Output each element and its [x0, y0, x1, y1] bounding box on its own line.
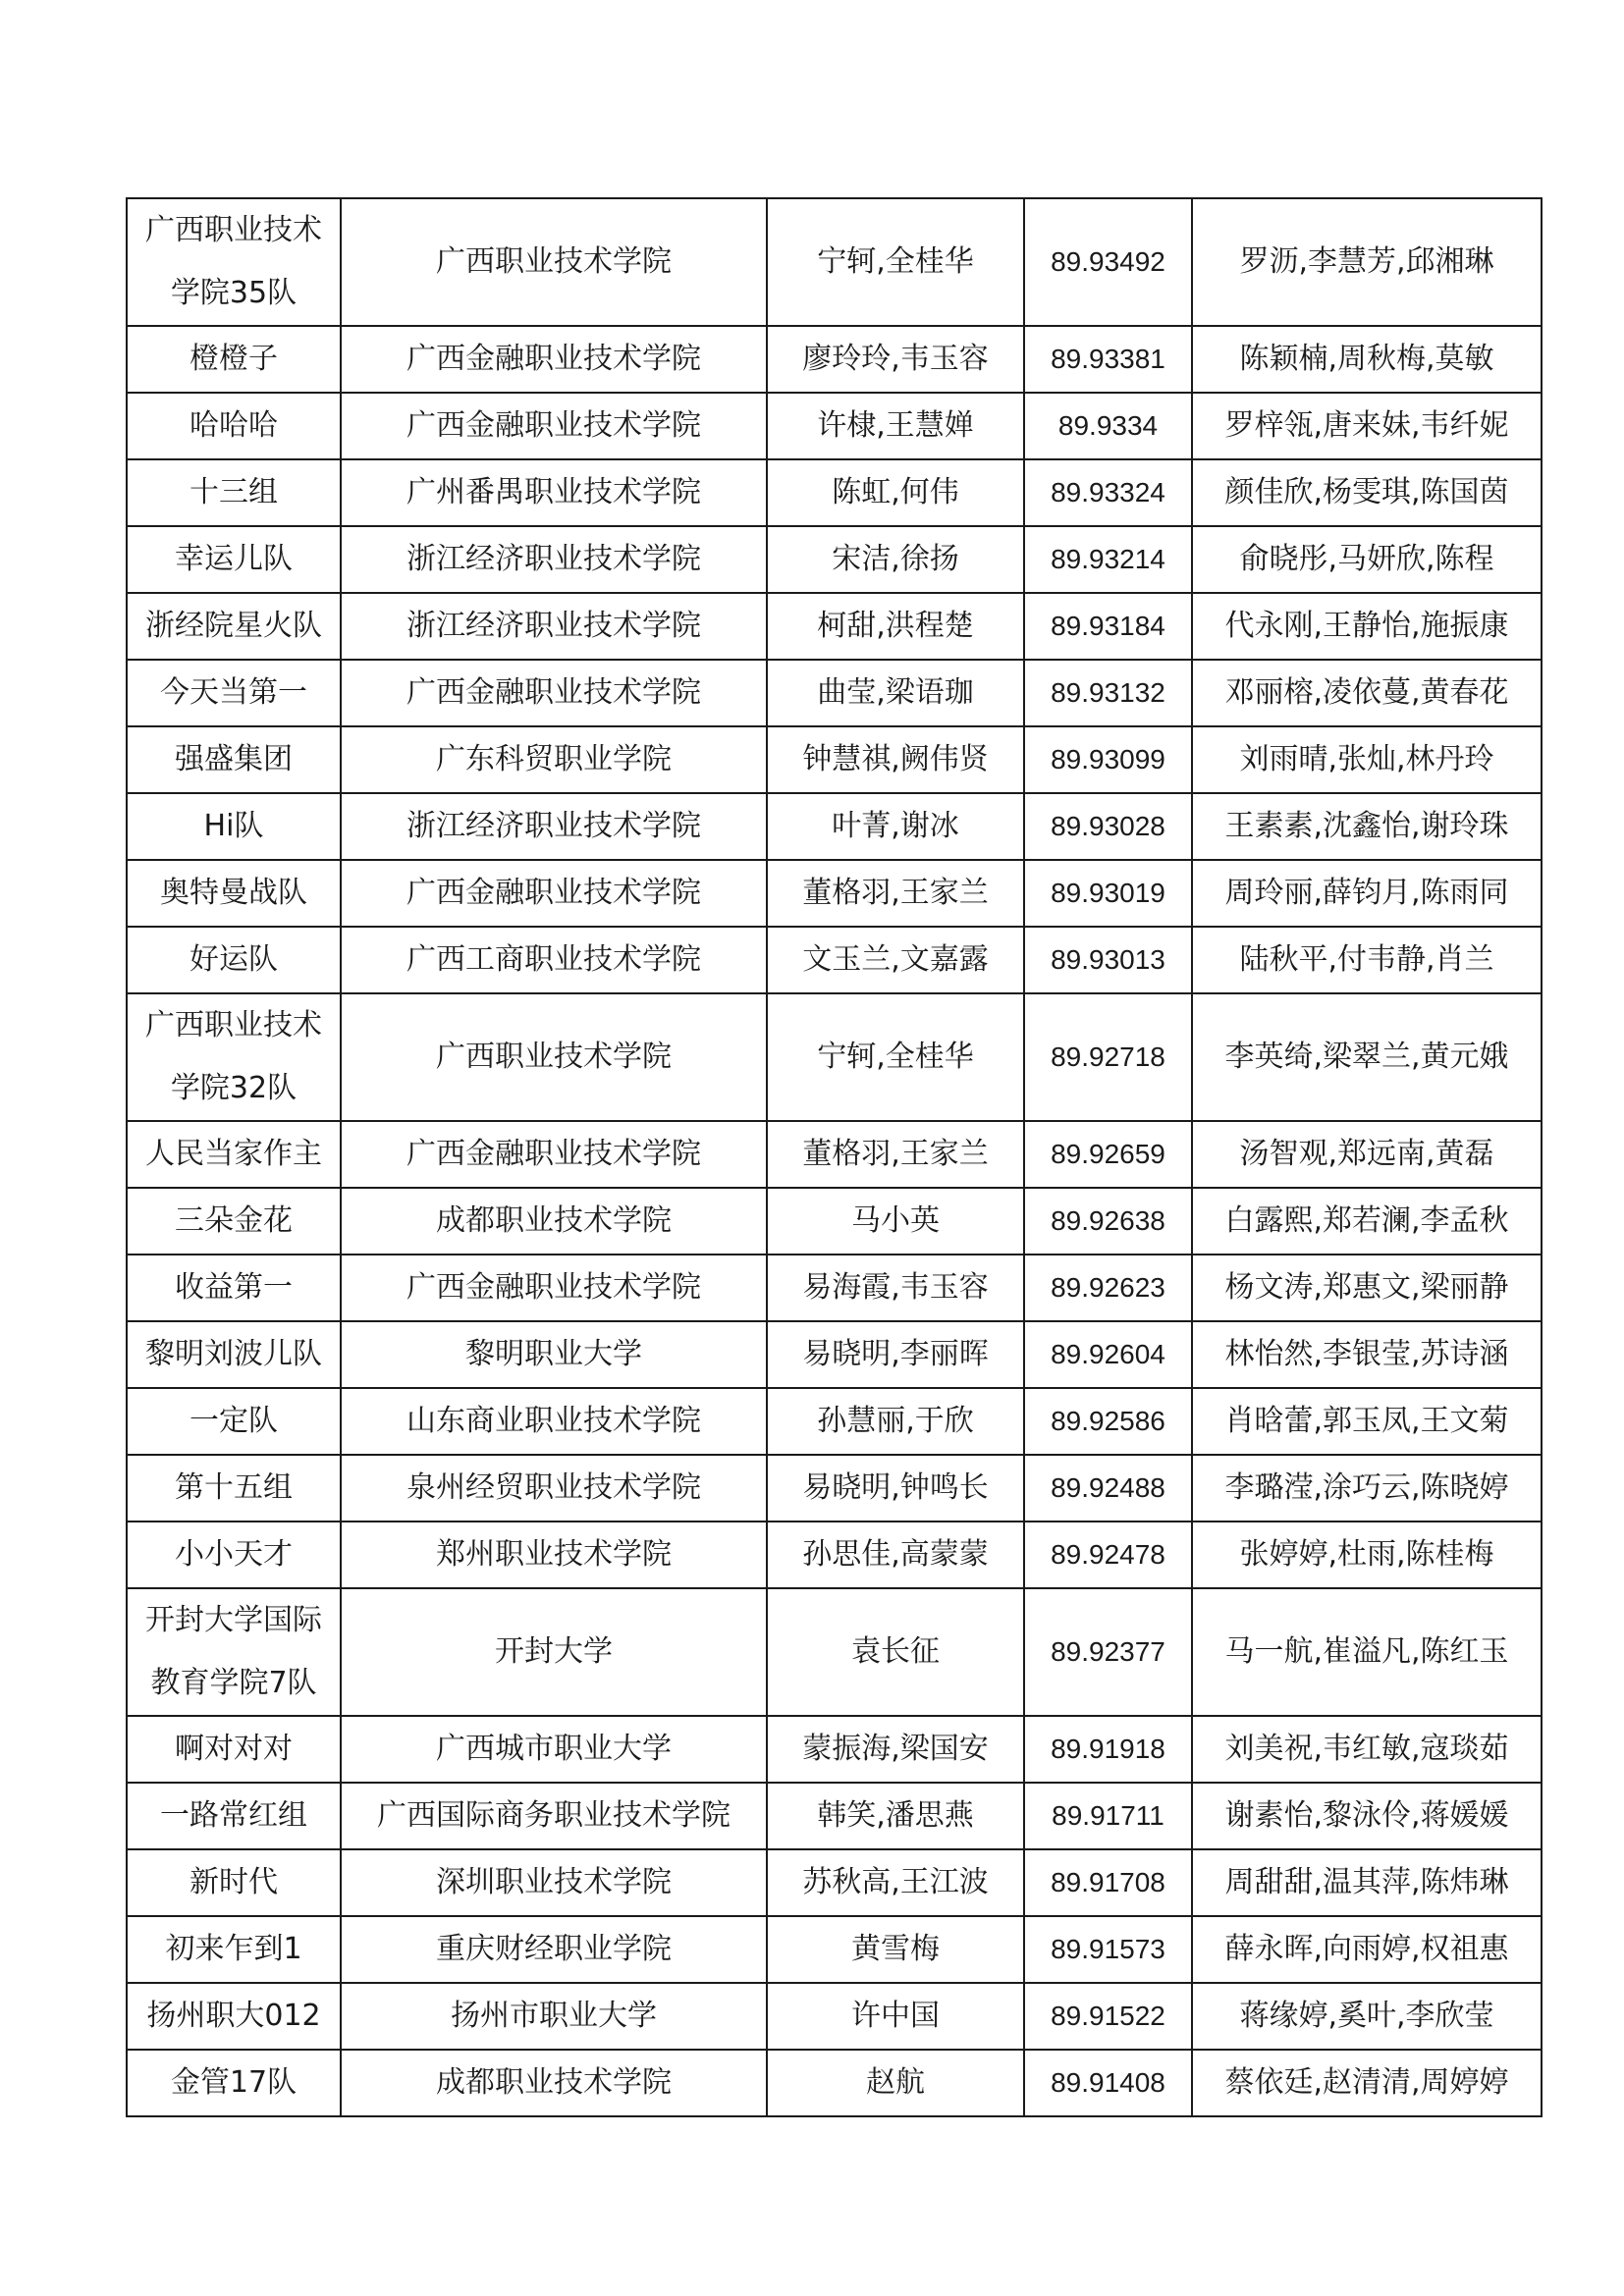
team-name-cell: 人民当家作主	[127, 1121, 341, 1188]
team-name-cell: 一路常红组	[127, 1783, 341, 1849]
school-cell: 广西金融职业技术学院	[341, 326, 767, 393]
table-row	[127, 1916, 1542, 1983]
members-cell: 罗沥,李慧芳,邱湘琳	[1192, 198, 1542, 326]
school-cell: 浙江经济职业技术学院	[341, 593, 767, 660]
table-row	[127, 2050, 1542, 2116]
score-cell: 89.93019	[1024, 860, 1192, 927]
table-row	[127, 660, 1542, 726]
advisor-cell: 宋洁,徐扬	[767, 526, 1024, 593]
team-name-cell: 广西职业技术学院35队	[127, 198, 341, 326]
score-cell: 89.92659	[1024, 1121, 1192, 1188]
advisor-cell: 钟慧祺,阙伟贤	[767, 726, 1024, 793]
advisor-cell: 曲莹,梁语珈	[767, 660, 1024, 726]
members-cell: 马一航,崔溢凡,陈红玉	[1192, 1588, 1542, 1716]
members-cell: 蔡依廷,赵清清,周婷婷	[1192, 2050, 1542, 2116]
team-name-cell: 浙经院星火队	[127, 593, 341, 660]
score-cell: 89.92478	[1024, 1522, 1192, 1588]
team-name-cell: 初来乍到1	[127, 1916, 341, 1983]
members-cell: 谢素怡,黎泳伶,蒋媛媛	[1192, 1783, 1542, 1849]
school-cell: 广州番禺职业技术学院	[341, 459, 767, 526]
school-cell: 广西国际商务职业技术学院	[341, 1783, 767, 1849]
table-row	[127, 1388, 1542, 1455]
members-cell: 李璐滢,涂巧云,陈晓婷	[1192, 1455, 1542, 1522]
team-name-cell: 第十五组	[127, 1455, 341, 1522]
members-cell: 陆秋平,付韦静,肖兰	[1192, 927, 1542, 993]
score-cell: 89.93028	[1024, 793, 1192, 860]
team-name-cell: 三朵金花	[127, 1188, 341, 1255]
advisor-cell: 宁轲,全桂华	[767, 198, 1024, 326]
advisor-cell: 黄雪梅	[767, 1916, 1024, 1983]
table-row	[127, 927, 1542, 993]
score-cell: 89.93184	[1024, 593, 1192, 660]
table-row	[127, 593, 1542, 660]
school-cell: 黎明职业大学	[341, 1321, 767, 1388]
table-row	[127, 1321, 1542, 1388]
advisor-cell: 易晓明,李丽晖	[767, 1321, 1024, 1388]
results-table-body	[127, 198, 1542, 2116]
team-name-cell: 强盛集团	[127, 726, 341, 793]
school-cell: 泉州经贸职业技术学院	[341, 1455, 767, 1522]
school-cell: 成都职业技术学院	[341, 1188, 767, 1255]
advisor-cell: 韩笑,潘思燕	[767, 1783, 1024, 1849]
team-name-cell: 一定队	[127, 1388, 341, 1455]
school-cell: 广西城市职业大学	[341, 1716, 767, 1783]
table-row	[127, 393, 1542, 459]
advisor-cell: 孙慧丽,于欣	[767, 1388, 1024, 1455]
school-cell: 扬州市职业大学	[341, 1983, 767, 2050]
score-cell: 89.93381	[1024, 326, 1192, 393]
table-row	[127, 1983, 1542, 2050]
school-cell: 山东商业职业技术学院	[341, 1388, 767, 1455]
team-name-cell: 今天当第一	[127, 660, 341, 726]
team-name-cell: 扬州职大012	[127, 1983, 341, 2050]
advisor-cell: 苏秋高,王江波	[767, 1849, 1024, 1916]
score-cell: 89.93099	[1024, 726, 1192, 793]
advisor-cell: 孙思佳,高蒙蒙	[767, 1522, 1024, 1588]
school-cell: 广西工商职业技术学院	[341, 927, 767, 993]
members-cell: 肖晗蕾,郭玉凤,王文菊	[1192, 1388, 1542, 1455]
members-cell: 周甜甜,温其萍,陈炜琳	[1192, 1849, 1542, 1916]
members-cell: 杨文涛,郑惠文,梁丽静	[1192, 1255, 1542, 1321]
team-name-cell: 十三组	[127, 459, 341, 526]
team-name-cell: 小小天才	[127, 1522, 341, 1588]
advisor-cell: 柯甜,洪程楚	[767, 593, 1024, 660]
advisor-cell: 董格羽,王家兰	[767, 860, 1024, 927]
table-row	[127, 459, 1542, 526]
members-cell: 邓丽榕,凌依蔓,黄春花	[1192, 660, 1542, 726]
school-cell: 浙江经济职业技术学院	[341, 526, 767, 593]
score-cell: 89.9334	[1024, 393, 1192, 459]
members-cell: 王素素,沈鑫怡,谢玲珠	[1192, 793, 1542, 860]
score-cell: 89.91573	[1024, 1916, 1192, 1983]
team-name-cell: 啊对对对	[127, 1716, 341, 1783]
school-cell: 深圳职业技术学院	[341, 1849, 767, 1916]
table-row	[127, 1783, 1542, 1849]
advisor-cell: 文玉兰,文嘉露	[767, 927, 1024, 993]
score-cell: 89.93324	[1024, 459, 1192, 526]
table-row	[127, 198, 1542, 326]
advisor-cell: 陈虹,何伟	[767, 459, 1024, 526]
school-cell: 成都职业技术学院	[341, 2050, 767, 2116]
school-cell: 广西金融职业技术学院	[341, 393, 767, 459]
team-name-cell: 哈哈哈	[127, 393, 341, 459]
advisor-cell: 许中国	[767, 1983, 1024, 2050]
score-cell: 89.91408	[1024, 2050, 1192, 2116]
team-name-cell: Hi队	[127, 793, 341, 860]
school-cell: 广西金融职业技术学院	[341, 1121, 767, 1188]
score-cell: 89.92718	[1024, 993, 1192, 1121]
results-table	[126, 197, 1543, 2117]
team-name-cell: 开封大学国际教育学院7队	[127, 1588, 341, 1716]
team-name-cell: 广西职业技术学院32队	[127, 993, 341, 1121]
advisor-cell: 廖玲玲,韦玉容	[767, 326, 1024, 393]
school-cell: 广西金融职业技术学院	[341, 660, 767, 726]
team-name-cell: 新时代	[127, 1849, 341, 1916]
school-cell: 广西金融职业技术学院	[341, 860, 767, 927]
members-cell: 陈颖楠,周秋梅,莫敏	[1192, 326, 1542, 393]
score-cell: 89.93132	[1024, 660, 1192, 726]
team-name-cell: 黎明刘波儿队	[127, 1321, 341, 1388]
advisor-cell: 易海霞,韦玉容	[767, 1255, 1024, 1321]
members-cell: 俞晓彤,马妍欣,陈程	[1192, 526, 1542, 593]
score-cell: 89.93492	[1024, 198, 1192, 326]
members-cell: 汤智观,郑远南,黄磊	[1192, 1121, 1542, 1188]
table-row	[127, 1849, 1542, 1916]
score-cell: 89.92623	[1024, 1255, 1192, 1321]
school-cell: 广西金融职业技术学院	[341, 1255, 767, 1321]
table-row	[127, 1522, 1542, 1588]
school-cell: 开封大学	[341, 1588, 767, 1716]
advisor-cell: 蒙振海,梁国安	[767, 1716, 1024, 1783]
score-cell: 89.91918	[1024, 1716, 1192, 1783]
advisor-cell: 宁轲,全桂华	[767, 993, 1024, 1121]
score-cell: 89.92586	[1024, 1388, 1192, 1455]
advisor-cell: 袁长征	[767, 1588, 1024, 1716]
school-cell: 重庆财经职业学院	[341, 1916, 767, 1983]
score-cell: 89.91711	[1024, 1783, 1192, 1849]
score-cell: 89.93214	[1024, 526, 1192, 593]
school-cell: 广东科贸职业学院	[341, 726, 767, 793]
advisor-cell: 叶菁,谢冰	[767, 793, 1024, 860]
score-cell: 89.92488	[1024, 1455, 1192, 1522]
members-cell: 刘美祝,韦红敏,寇琰茹	[1192, 1716, 1542, 1783]
school-cell: 广西职业技术学院	[341, 198, 767, 326]
members-cell: 代永刚,王静怡,施振康	[1192, 593, 1542, 660]
team-name-cell: 金管17队	[127, 2050, 341, 2116]
score-cell: 89.92377	[1024, 1588, 1192, 1716]
score-cell: 89.91708	[1024, 1849, 1192, 1916]
advisor-cell: 易晓明,钟鸣长	[767, 1455, 1024, 1522]
members-cell: 李英绮,梁翠兰,黄元娥	[1192, 993, 1542, 1121]
school-cell: 郑州职业技术学院	[341, 1522, 767, 1588]
table-row	[127, 793, 1542, 860]
table-row	[127, 993, 1542, 1121]
members-cell: 张婷婷,杜雨,陈桂梅	[1192, 1522, 1542, 1588]
score-cell: 89.92638	[1024, 1188, 1192, 1255]
members-cell: 林怡然,李银莹,苏诗涵	[1192, 1321, 1542, 1388]
team-name-cell: 奥特曼战队	[127, 860, 341, 927]
table-row	[127, 1455, 1542, 1522]
table-row	[127, 1121, 1542, 1188]
advisor-cell: 许棣,王慧婵	[767, 393, 1024, 459]
members-cell: 白露熙,郑若澜,李孟秋	[1192, 1188, 1542, 1255]
advisor-cell: 董格羽,王家兰	[767, 1121, 1024, 1188]
table-row	[127, 1188, 1542, 1255]
score-cell: 89.92604	[1024, 1321, 1192, 1388]
members-cell: 罗梓瓴,唐来妹,韦纤妮	[1192, 393, 1542, 459]
advisor-cell: 马小英	[767, 1188, 1024, 1255]
members-cell: 周玲丽,薛钧月,陈雨同	[1192, 860, 1542, 927]
score-cell: 89.91522	[1024, 1983, 1192, 2050]
members-cell: 薛永晖,向雨婷,权祖惠	[1192, 1916, 1542, 1983]
table-row	[127, 326, 1542, 393]
table-row	[127, 1588, 1542, 1716]
school-cell: 浙江经济职业技术学院	[341, 793, 767, 860]
team-name-cell: 橙橙子	[127, 326, 341, 393]
members-cell: 刘雨晴,张灿,林丹玲	[1192, 726, 1542, 793]
advisor-cell: 赵航	[767, 2050, 1024, 2116]
table-row	[127, 726, 1542, 793]
score-cell: 89.93013	[1024, 927, 1192, 993]
table-row	[127, 1716, 1542, 1783]
team-name-cell: 幸运儿队	[127, 526, 341, 593]
team-name-cell: 好运队	[127, 927, 341, 993]
team-name-cell: 收益第一	[127, 1255, 341, 1321]
members-cell: 蒋缘婷,奚叶,李欣莹	[1192, 1983, 1542, 2050]
members-cell: 颜佳欣,杨雯琪,陈国茵	[1192, 459, 1542, 526]
table-row	[127, 860, 1542, 927]
school-cell: 广西职业技术学院	[341, 993, 767, 1121]
table-row	[127, 526, 1542, 593]
table-row	[127, 1255, 1542, 1321]
